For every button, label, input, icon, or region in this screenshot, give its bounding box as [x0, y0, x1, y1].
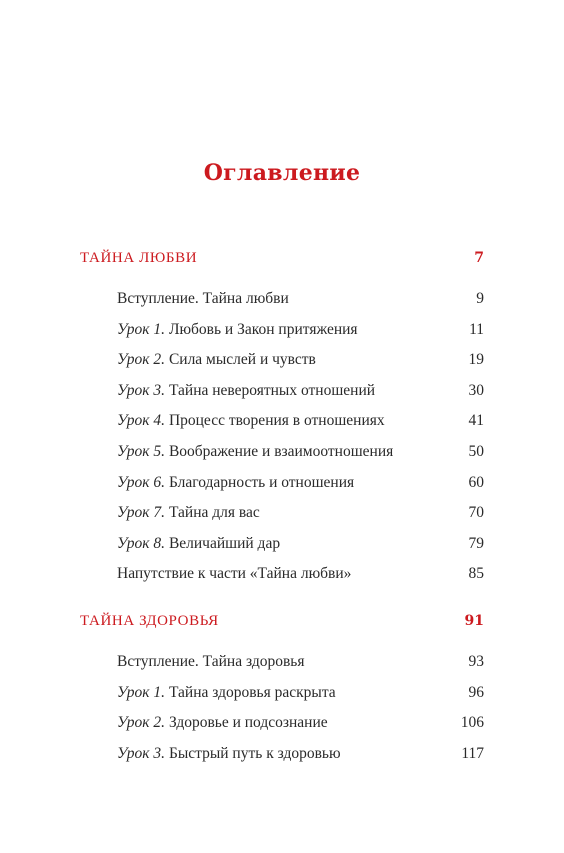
- toc-entry[interactable]: [117, 565, 484, 596]
- entry-title: Тайна невероятных отношений: [165, 381, 376, 399]
- entry-page-number: 41: [468, 412, 484, 430]
- toc-entry[interactable]: [117, 504, 484, 535]
- entry-prefix: Урок 3.: [117, 744, 166, 762]
- section-title: ТАЙНА ЗДОРОВЬЯ: [80, 613, 219, 629]
- entry-list: [117, 290, 484, 596]
- entry-title: Сила мыслей и чувств: [165, 351, 316, 369]
- entry-page-number: 106: [460, 714, 484, 732]
- entry-title: Вступление. Тайна здоровья: [117, 653, 305, 670]
- entry-page-number: 70: [468, 504, 484, 522]
- entry-title: Воображение и взаимоотношения: [165, 442, 394, 460]
- entry-list: [117, 653, 484, 775]
- entry-page-number: 50: [468, 442, 484, 460]
- entry-page-number: 60: [468, 473, 484, 491]
- entry-prefix: Урок 6.: [117, 473, 166, 491]
- entry-page-number: 96: [468, 683, 484, 701]
- entry-prefix: Урок 4.: [117, 412, 166, 430]
- toc-entry[interactable]: [117, 290, 484, 321]
- entry-prefix: Урок 8.: [117, 534, 166, 552]
- entry-prefix: Урок 1.: [117, 320, 166, 338]
- section-header[interactable]: [80, 613, 484, 637]
- toc-entry[interactable]: [117, 745, 484, 776]
- entry-title: Тайна здоровья раскрыта: [165, 683, 336, 701]
- toc-section-love: [80, 250, 484, 596]
- section-page-number: 7: [474, 250, 484, 266]
- entry-title: Вступление. Тайна любви: [117, 290, 289, 307]
- toc-entry[interactable]: [117, 351, 484, 382]
- entry-title: Любовь и Закон притяжения: [165, 320, 358, 338]
- entry-title: Тайна для вас: [165, 504, 260, 522]
- toc-entry[interactable]: [117, 684, 484, 715]
- section-title: ТАЙНА ЛЮБВИ: [80, 250, 198, 266]
- entry-title: Здоровье и подсознание: [165, 714, 328, 732]
- entry-title: Благодарность и отношения: [165, 473, 355, 491]
- entry-prefix: Урок 2.: [117, 714, 166, 732]
- toc-entry[interactable]: [117, 653, 484, 684]
- entry-title: Напутствие к части «Тайна любви»: [117, 565, 352, 583]
- toc-entry[interactable]: [117, 535, 484, 566]
- entry-page-number: 11: [469, 320, 484, 338]
- entry-page-number: 79: [468, 534, 484, 552]
- entry-page-number: 9: [476, 290, 484, 307]
- toc-entry[interactable]: [117, 474, 484, 505]
- toc-entry[interactable]: [117, 443, 484, 474]
- section-header[interactable]: [80, 250, 484, 274]
- entry-page-number: 85: [468, 565, 484, 583]
- entry-prefix: Урок 5.: [117, 442, 166, 460]
- toc-section-health: [80, 613, 484, 775]
- toc-entry[interactable]: [117, 321, 484, 352]
- page-title: Оглавление: [203, 160, 361, 186]
- toc-entry[interactable]: [117, 714, 484, 745]
- entry-prefix: Урок 3.: [117, 381, 166, 399]
- entry-page-number: 93: [468, 653, 484, 670]
- entry-prefix: Урок 7.: [117, 504, 166, 522]
- entry-title: Процесс творения в отношениях: [165, 412, 385, 430]
- entry-page-number: 30: [468, 381, 484, 399]
- entry-prefix: Урок 1.: [117, 683, 166, 701]
- entry-page-number: 117: [461, 744, 484, 762]
- section-page-number: 91: [464, 613, 484, 629]
- toc-entry[interactable]: [117, 382, 484, 413]
- toc-entry[interactable]: [117, 412, 484, 443]
- entry-page-number: 19: [468, 351, 484, 369]
- entry-title: Величайший дар: [165, 534, 281, 552]
- entry-title: Быстрый путь к здоровью: [165, 744, 341, 762]
- entry-prefix: Урок 2.: [117, 351, 166, 369]
